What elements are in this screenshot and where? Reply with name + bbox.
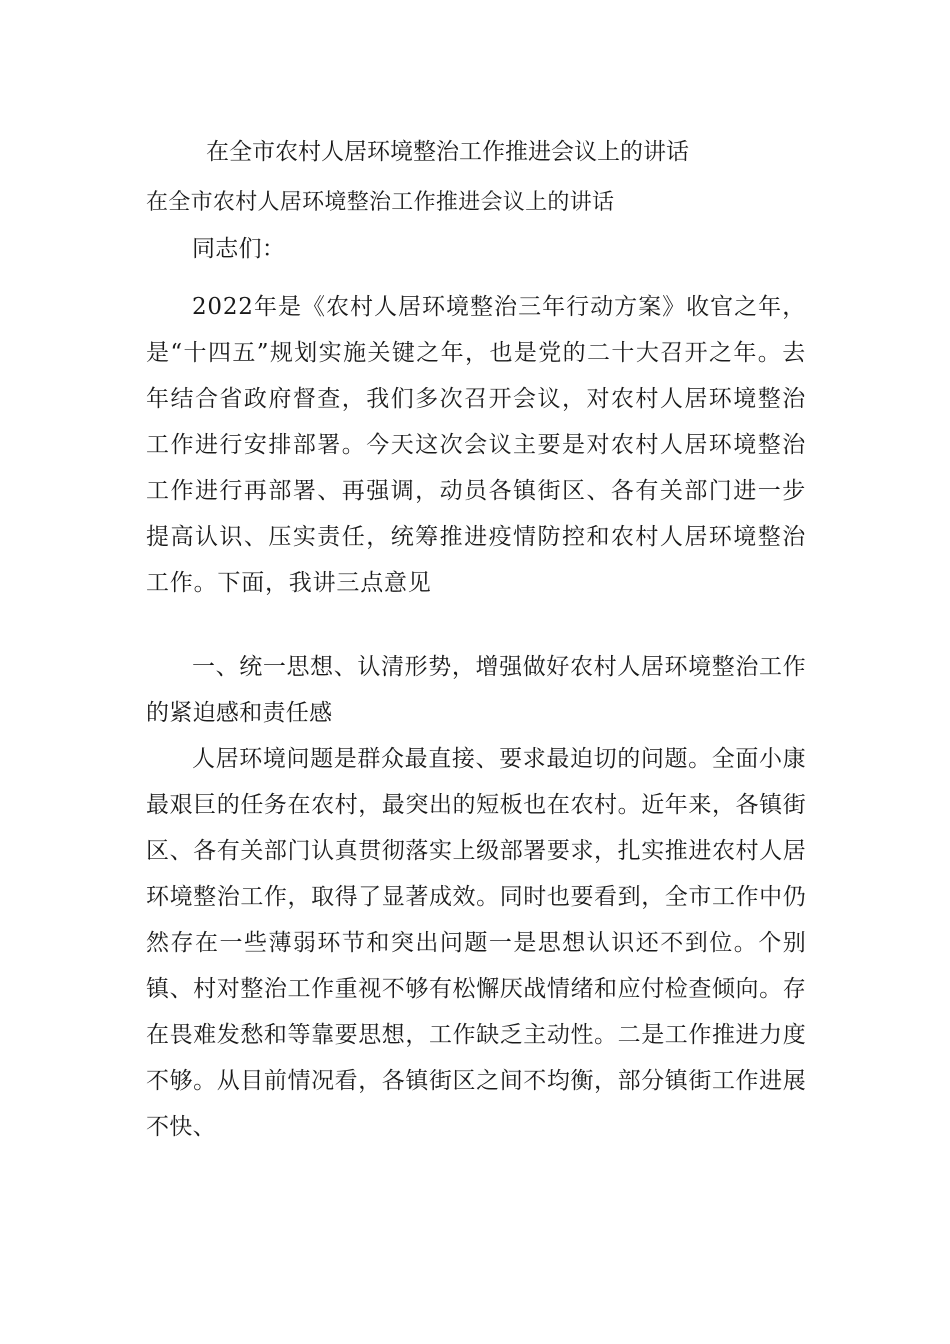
document-body xyxy=(146,180,806,1150)
section-paragraph: 人居环境问题是群众最直接、要求最迫切的问题。全面小康最艰巨的任务在农村，最突出的短板也在农村。近年来，各镇街区、各有关部门认真贯彻落实上级部署要求，扎实推进农村人居环境整治工作，取得了显著成效。同时也要看到，全市工作中仍然存在一些薄弱环节和突出问题一是思想认识还不到位。个别镇、村对整治工作重视不够有松懈厌战情绪和应付检查倾向。存在畏难发愁和等靠要思想，工作缺乏主动性。二是工作推进力度不够。从目前情况看，各镇街区之间不均衡，部分镇街工作进展不快、 xyxy=(146,746,806,1140)
document-subtitle: 在全市农村人居环境整治工作推进会议上的讲话 xyxy=(146,190,615,215)
section-heading: 一、统一思想、认清形势，增强做好农村人居环境整治工作的紧迫感和责任感 xyxy=(146,654,806,726)
intro-paragraph: 2022年是《农村人居环境整治三年行动方案》收官之年，是“十四五”规划实施关键之年，也是党的二十大召开之年。去年结合省政府督查，我们多次召开会议，对农村人居环境整治工作进行安排部署。今天这次会议主要是对农村人居环境整治工作进行再部署、再强调，动员各镇街区、各有关部门进一步提高认识、压实责任，统筹推进疫情防控和农村人居环境整治工作。下面，我讲三点意见 xyxy=(146,294,806,596)
document-title: 在全市农村人居环境整治工作推进会议上的讲话 xyxy=(206,139,689,165)
salutation: 同志们： xyxy=(192,236,286,262)
